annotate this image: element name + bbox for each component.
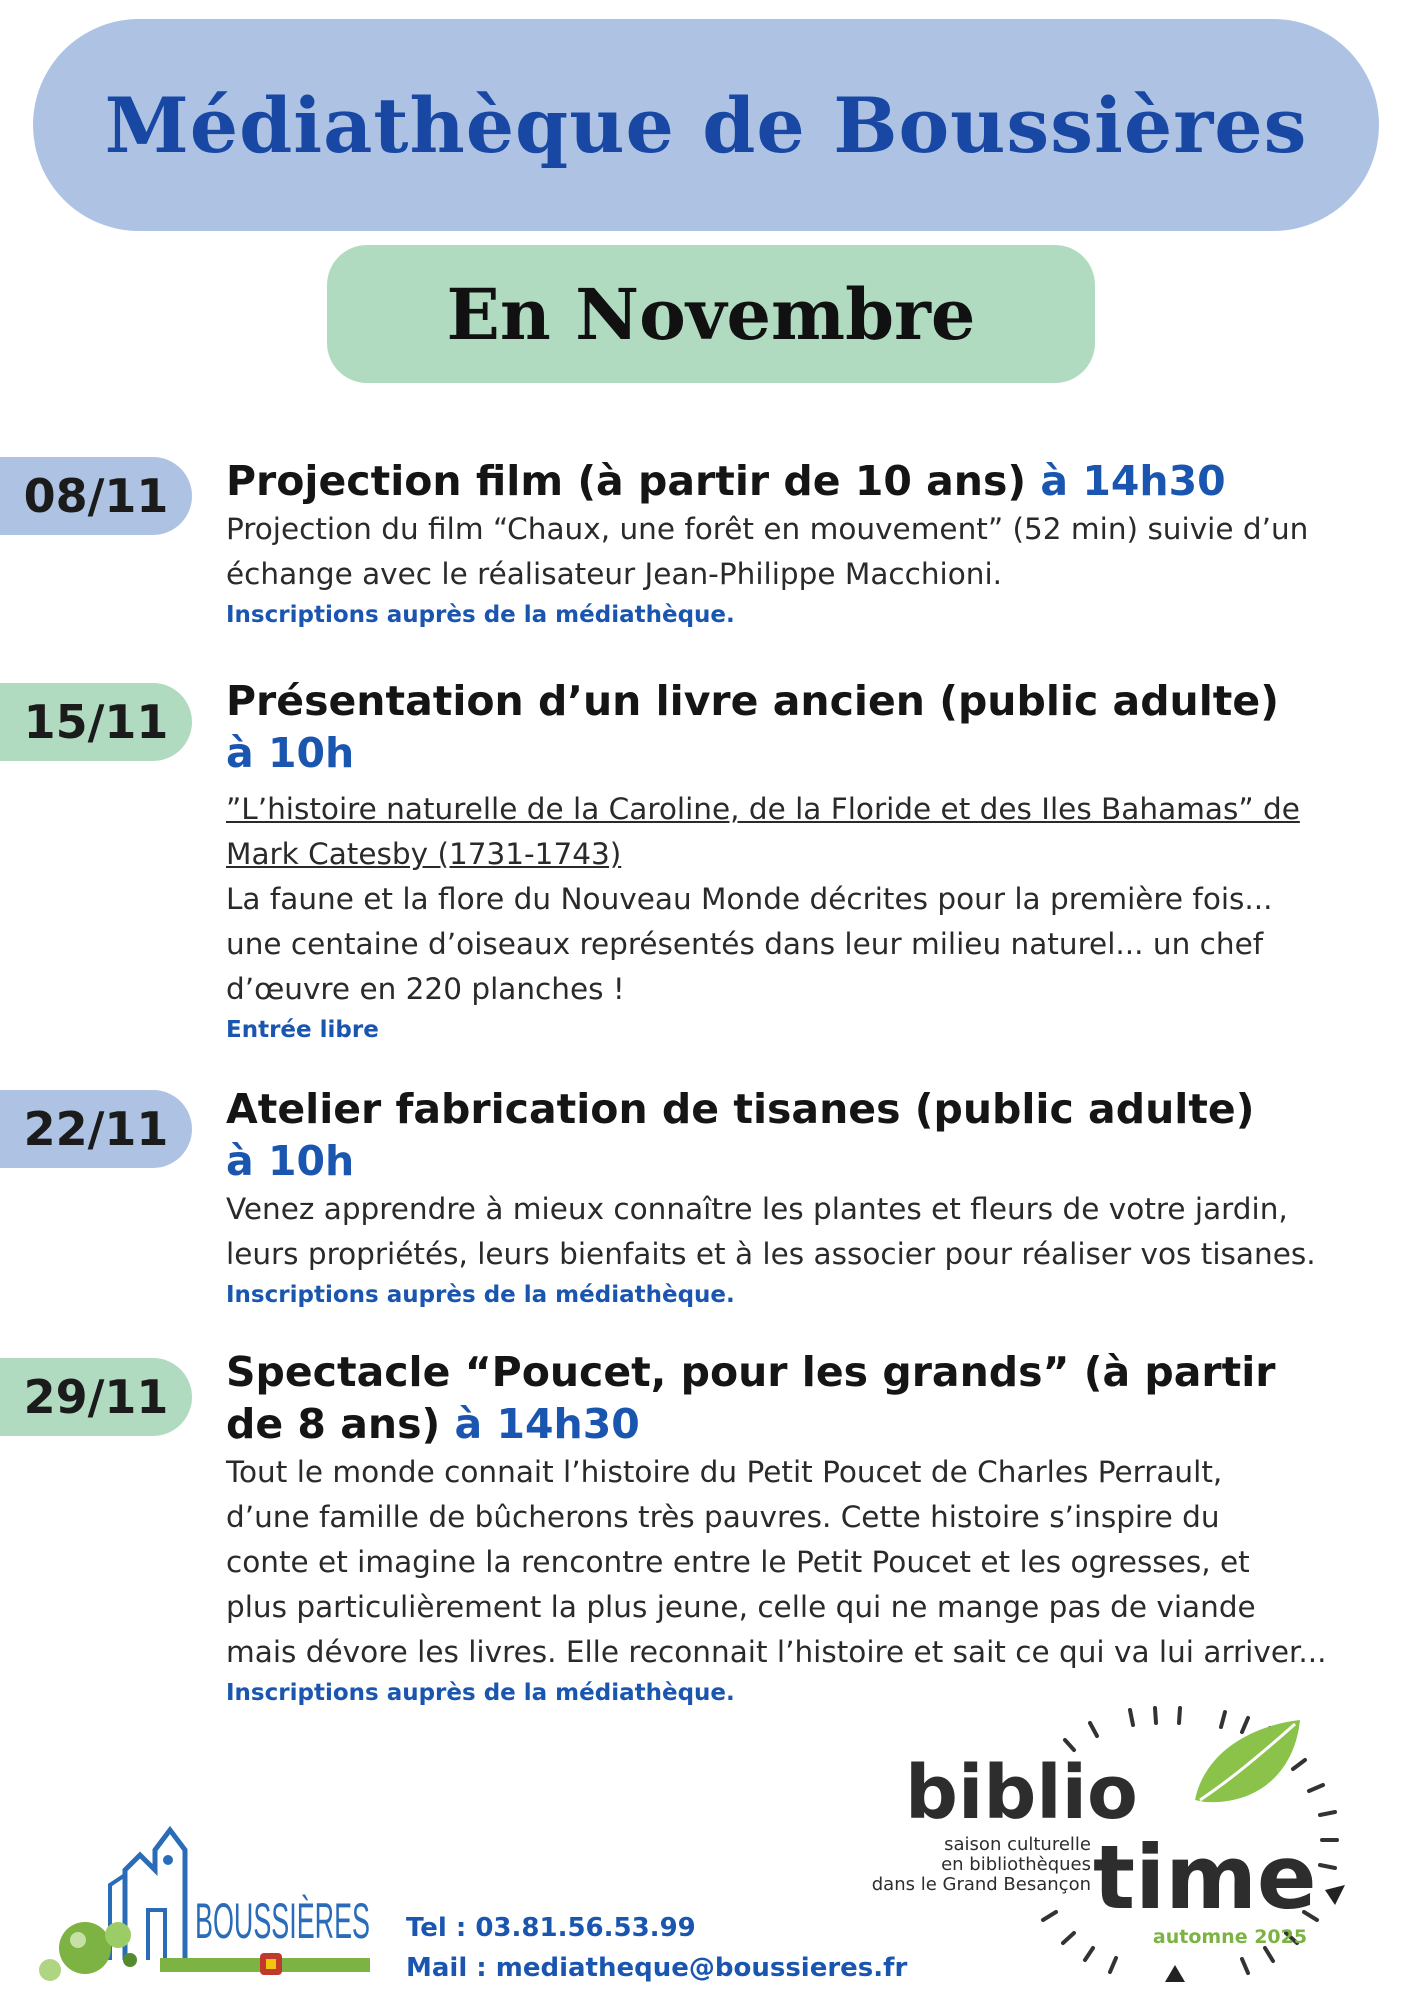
event-desc-line: d’une famille de bûcherons très pauvres. Cette histoire s’inspire du: [226, 1500, 1220, 1534]
event-title: Présentation d’un livre ancien (public adulte): [226, 677, 1279, 725]
boussieres-town-logo-icon: [30, 1810, 375, 1985]
event-date: 29/11: [0, 1358, 192, 1436]
event-title: [226, 1398, 1376, 1450]
book-title-line: ”L’histoire naturelle de la Caroline, de la Floride et des Iles Bahamas” de: [226, 792, 1300, 826]
event-note: Inscriptions auprès de la médiathèque.: [226, 1282, 735, 1308]
biblio-tagline: en bibliothèques: [941, 1854, 1091, 1875]
event-desc-line: La faune et la flore du Nouveau Monde décrites pour la première fois...: [226, 882, 1273, 916]
biblio-word: biblio: [905, 1750, 1138, 1836]
event-title: Atelier fabrication de tisanes (public adulte): [226, 1085, 1255, 1133]
event-desc-line: mais dévore les livres. Elle reconnait l’histoire et sait ce qui va lui arriver...: [226, 1635, 1327, 1669]
event-desc-line: Tout le monde connait l’histoire du Petit Poucet de Charles Perrault,: [226, 1455, 1223, 1489]
event-time: à 10h: [226, 729, 355, 777]
book-title-line: Mark Catesby (1731-1743): [226, 837, 622, 871]
event-desc-line: d’œuvre en 220 planches !: [226, 972, 625, 1006]
event-desc-line: conte et imagine la rencontre entre le Petit Poucet et les ogresses, et: [226, 1545, 1250, 1579]
event-body: [226, 675, 1376, 1048]
event-note: Inscriptions auprès de la médiathèque.: [226, 602, 735, 628]
event-note: Entrée libre: [226, 1017, 379, 1043]
biblio-time-logo-icon: [865, 1690, 1385, 1990]
page-title: Médiathèque de Boussières: [104, 80, 1308, 170]
month-heading: En Novembre: [446, 272, 976, 356]
event-time: à 14h30: [1040, 457, 1226, 505]
event-body: [226, 1083, 1376, 1313]
event-date: 22/11: [0, 1090, 192, 1168]
time-word: time: [1093, 1826, 1317, 1929]
event-body: [226, 1346, 1376, 1711]
title-banner: [33, 19, 1379, 231]
event-desc-line: Projection du film “Chaux, une forêt en mouvement” (52 min) suivie d’un: [226, 512, 1309, 546]
event-note: Inscriptions auprès de la médiathèque.: [226, 1680, 735, 1706]
event-title-text: de 8 ans): [226, 1400, 455, 1448]
event-desc-line: Venez apprendre à mieux connaître les plantes et fleurs de votre jardin,: [226, 1192, 1288, 1226]
event-title-text: Projection film (à partir de 10 ans): [226, 457, 1041, 505]
biblio-season: automne 2025: [1152, 1926, 1308, 1948]
event-time: à 10h: [226, 1137, 355, 1185]
event-title: Spectacle “Poucet, pour les grands” (à partir: [226, 1348, 1276, 1396]
event-date: 15/11: [0, 683, 192, 761]
event-desc-line: échange avec le réalisateur Jean-Philippe Macchioni.: [226, 557, 1003, 591]
event-desc-line: plus particulièrement la plus jeune, celle qui ne mange pas de viande: [226, 1590, 1256, 1624]
contact-info: [406, 1908, 907, 1988]
event-desc-line: une centaine d’oiseaux représentés dans leur milieu naturel... un chef: [226, 927, 1264, 961]
event-date: 08/11: [0, 457, 192, 535]
contact-phone: Tel : 03.81.56.53.99: [406, 1913, 696, 1943]
biblio-tagline: saison culturelle: [944, 1834, 1091, 1855]
month-banner: [327, 245, 1095, 383]
boussieres-logo-text: BOUSSIÈRES: [195, 1893, 370, 1949]
contact-email: Mail : mediatheque@boussieres.fr: [406, 1953, 908, 1983]
biblio-tagline: dans le Grand Besançon: [871, 1874, 1091, 1895]
event-title: [226, 455, 1376, 507]
event-body: [226, 455, 1376, 633]
event-time: à 14h30: [454, 1400, 640, 1448]
event-desc-line: leurs propriétés, leurs bienfaits et à les associer pour réaliser vos tisanes.: [226, 1237, 1316, 1271]
